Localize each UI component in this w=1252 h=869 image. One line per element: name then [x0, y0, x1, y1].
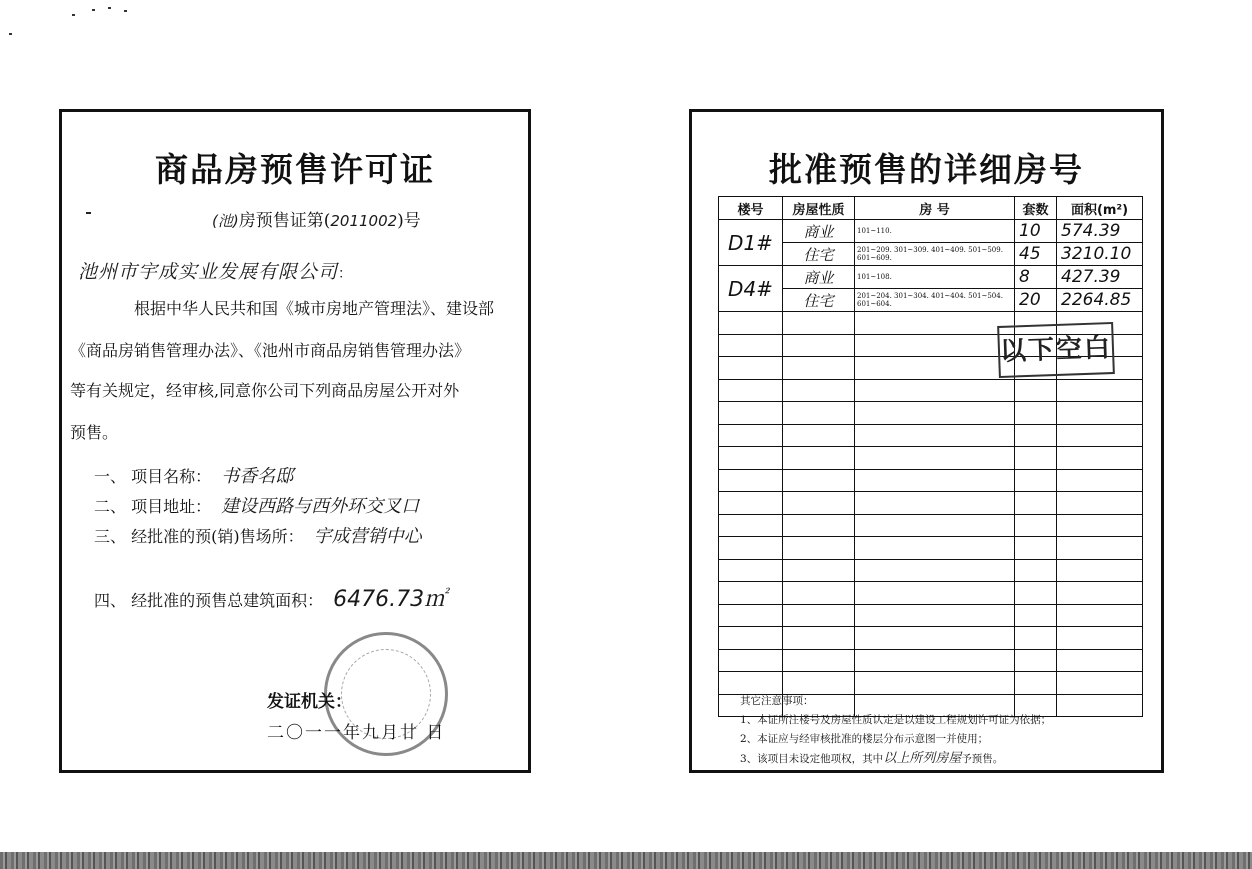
area-cell: 427.39	[1057, 266, 1143, 289]
certificate-number-line	[212, 206, 421, 231]
empty-cell	[719, 447, 783, 470]
empty-cell	[1057, 424, 1143, 447]
empty-cell	[1057, 672, 1143, 695]
empty-cell	[1015, 492, 1057, 515]
note-3-suffix: 予预售。	[961, 753, 1004, 765]
type-cell: 住宅	[783, 289, 855, 312]
empty-cell	[855, 627, 1015, 650]
scan-mark	[86, 212, 91, 214]
empty-cell	[719, 379, 783, 402]
header-unit-count: 套数	[1015, 197, 1057, 220]
empty-cell	[719, 492, 783, 515]
empty-cell	[1015, 649, 1057, 672]
empty-cell	[783, 447, 855, 470]
scan-speck	[9, 33, 12, 35]
scan-speck	[124, 10, 127, 12]
empty-cell	[719, 424, 783, 447]
permit-paragraph-1: 根据中华人民共和国《城市房地产管理法》、建设部	[134, 299, 495, 318]
empty-table-row	[719, 537, 1143, 560]
empty-cell	[783, 424, 855, 447]
empty-cell	[855, 357, 1015, 380]
sales-office-label: 三、 经批准的预(销)售场所：	[94, 527, 304, 546]
empty-table-row	[719, 447, 1143, 470]
note-3-prefix: 3、该项目未设定他项权，其中	[740, 753, 884, 765]
empty-cell	[1015, 559, 1057, 582]
empty-cell	[855, 402, 1015, 425]
empty-cell	[783, 379, 855, 402]
empty-cell	[783, 357, 855, 380]
empty-cell	[719, 604, 783, 627]
type-cell: 住宅	[783, 243, 855, 266]
empty-cell	[783, 582, 855, 605]
presale-permit-page	[59, 109, 531, 773]
note-3	[740, 749, 1051, 769]
table-row	[719, 243, 1143, 266]
building-cell: D1#	[719, 220, 783, 266]
certificate-suffix: )号	[397, 211, 421, 231]
empty-cell	[1057, 514, 1143, 537]
rooms-cell: 101~110.	[855, 220, 1015, 243]
empty-cell	[1057, 537, 1143, 560]
empty-cell	[783, 559, 855, 582]
empty-cell	[719, 402, 783, 425]
empty-cell	[783, 672, 855, 695]
empty-table-row	[719, 492, 1143, 515]
project-address-value: 建设西路与西外环交叉口	[221, 496, 420, 517]
company-name-text: 池州市宇成实业发展有限公司	[78, 261, 339, 283]
empty-cell	[855, 514, 1015, 537]
empty-table-row	[719, 559, 1143, 582]
permit-paragraph-2: 《商品房销售管理办法》、《池州市商品房销售管理办法》	[70, 341, 471, 360]
empty-table-row	[719, 604, 1143, 627]
project-name-label: 一、 项目名称：	[94, 467, 212, 486]
blank-below-stamp: 以下空白	[997, 322, 1115, 378]
note-1: 1、本证所注楼号及房屋性质认定是以建设工程规划许可证为依据；	[740, 714, 1052, 726]
empty-cell	[783, 649, 855, 672]
empty-cell	[855, 537, 1015, 560]
empty-cell	[1015, 582, 1057, 605]
empty-cell	[1057, 559, 1143, 582]
table-header-row	[719, 197, 1143, 220]
empty-cell	[719, 649, 783, 672]
empty-cell	[1015, 469, 1057, 492]
scan-speck	[72, 14, 75, 16]
certificate-prefix: (池)	[212, 212, 239, 230]
certificate-mid-text: 房预售证第(	[238, 211, 331, 231]
empty-cell	[783, 537, 855, 560]
permit-title: 商品房预售许可证	[155, 150, 435, 189]
empty-cell	[1057, 402, 1143, 425]
empty-cell	[855, 604, 1015, 627]
room-details-page	[689, 109, 1164, 773]
permit-paragraph-4: 预售。	[70, 423, 119, 442]
empty-cell	[783, 334, 855, 357]
total-area-value: 6476.73㎡	[333, 587, 447, 612]
total-area-row	[94, 582, 446, 613]
empty-cell	[855, 312, 1015, 335]
empty-cell	[1057, 469, 1143, 492]
count-cell: 10	[1015, 220, 1057, 243]
empty-cell	[783, 469, 855, 492]
empty-cell	[1057, 627, 1143, 650]
area-cell: 2264.85	[1057, 289, 1143, 312]
header-property-type: 房屋性质	[783, 197, 855, 220]
header-room-numbers: 房 号	[855, 197, 1015, 220]
empty-cell	[1015, 424, 1057, 447]
area-cell: 574.39	[1057, 220, 1143, 243]
empty-cell	[1015, 402, 1057, 425]
empty-cell	[1015, 379, 1057, 402]
note-3-handwritten: 以上所列房屋	[883, 751, 962, 766]
empty-cell	[855, 469, 1015, 492]
empty-table-row	[719, 672, 1143, 695]
project-address-label: 二、 项目地址：	[94, 497, 212, 516]
permit-paragraph-3: 等有关规定，经审核,同意你公司下列商品房屋公开对外	[70, 381, 460, 400]
room-details-title: 批准预售的详细房号	[769, 150, 1084, 189]
type-cell: 商业	[783, 266, 855, 289]
company-colon: ：	[338, 266, 354, 282]
count-cell: 8	[1015, 266, 1057, 289]
empty-cell	[719, 537, 783, 560]
table-row	[719, 289, 1143, 312]
empty-cell	[783, 627, 855, 650]
empty-cell	[1057, 649, 1143, 672]
empty-cell	[719, 357, 783, 380]
area-cell: 3210.10	[1057, 243, 1143, 266]
empty-cell	[855, 492, 1015, 515]
scan-edge-band	[0, 852, 1252, 869]
project-name-row	[94, 462, 293, 488]
company-name	[78, 257, 353, 284]
empty-cell	[1015, 627, 1057, 650]
issuing-authority-label: 发证机关：	[267, 692, 352, 712]
empty-cell	[719, 514, 783, 537]
empty-table-row	[719, 379, 1143, 402]
room-table-wrapper	[718, 196, 1142, 717]
header-area: 面积(m²)	[1057, 197, 1143, 220]
empty-cell	[1015, 447, 1057, 470]
empty-cell	[719, 582, 783, 605]
sales-office-value: 宇成营销中心	[313, 526, 422, 547]
empty-cell	[855, 582, 1015, 605]
empty-table-row	[719, 514, 1143, 537]
total-area-label: 四、 经批准的预售总建筑面积：	[94, 591, 324, 610]
empty-cell	[719, 559, 783, 582]
rooms-cell: 201~204. 301~304. 401~404. 501~504. 601~604.	[855, 289, 1015, 312]
note-2: 2、本证应与经审核批准的楼层分布示意图一并使用；	[740, 733, 989, 745]
issue-date: 二〇一一年九月廿 日	[267, 723, 446, 743]
empty-cell	[855, 559, 1015, 582]
header-building: 楼号	[719, 197, 783, 220]
empty-cell	[855, 649, 1015, 672]
empty-cell	[783, 492, 855, 515]
empty-cell	[719, 312, 783, 335]
empty-cell	[719, 469, 783, 492]
type-cell: 商业	[783, 220, 855, 243]
rooms-cell: 201~209. 301~309. 401~409. 501~509. 601~609.	[855, 243, 1015, 266]
project-name-value: 书香名邸	[221, 466, 294, 487]
empty-cell	[783, 514, 855, 537]
empty-cell	[719, 627, 783, 650]
table-row	[719, 266, 1143, 289]
project-address-row	[94, 492, 419, 518]
scan-speck	[108, 7, 111, 9]
empty-cell	[1057, 447, 1143, 470]
notes-heading: 其它注意事项：	[740, 695, 814, 707]
empty-table-row	[719, 402, 1143, 425]
count-cell: 20	[1015, 289, 1057, 312]
empty-cell	[855, 424, 1015, 447]
notes-section	[740, 692, 1051, 769]
empty-table-row	[719, 582, 1143, 605]
empty-cell	[1015, 514, 1057, 537]
empty-table-row	[719, 424, 1143, 447]
table-row	[719, 220, 1143, 243]
sales-office-row	[94, 522, 422, 548]
empty-cell	[1057, 582, 1143, 605]
empty-cell	[1015, 672, 1057, 695]
empty-table-row	[719, 649, 1143, 672]
rooms-cell: 101~108.	[855, 266, 1015, 289]
empty-cell	[783, 402, 855, 425]
empty-cell	[855, 379, 1015, 402]
empty-cell	[855, 334, 1015, 357]
empty-table-row	[719, 627, 1143, 650]
empty-cell	[1057, 492, 1143, 515]
scan-speck	[92, 9, 95, 11]
empty-cell	[1057, 379, 1143, 402]
empty-cell	[783, 604, 855, 627]
building-cell: D4#	[719, 266, 783, 312]
empty-cell	[719, 334, 783, 357]
count-cell: 45	[1015, 243, 1057, 266]
certificate-number: 2011002	[330, 212, 398, 230]
empty-cell	[1057, 604, 1143, 627]
empty-cell	[719, 672, 783, 695]
empty-table-row	[719, 469, 1143, 492]
empty-cell	[1015, 537, 1057, 560]
empty-cell	[783, 312, 855, 335]
empty-cell	[855, 447, 1015, 470]
empty-cell	[1015, 604, 1057, 627]
room-table	[718, 196, 1143, 717]
empty-cell	[1057, 694, 1143, 717]
empty-cell	[855, 672, 1015, 695]
